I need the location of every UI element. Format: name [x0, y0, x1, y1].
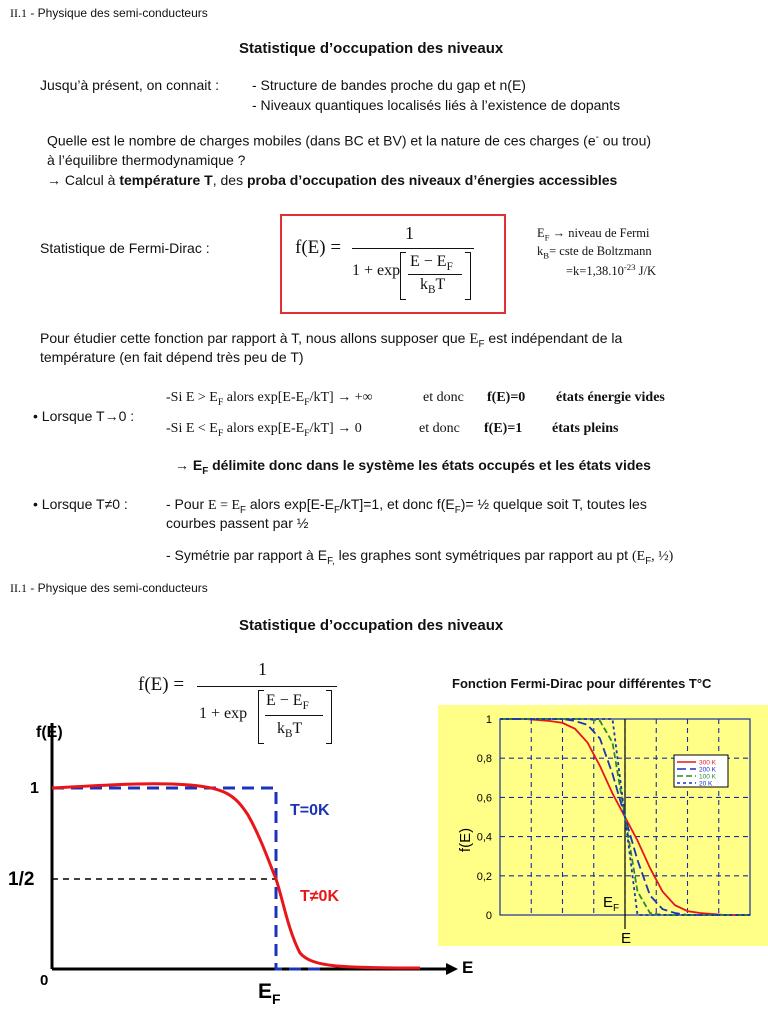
page-header: [10, 6, 208, 21]
intro-item-2: - Niveaux quantiques localisés liés à l’existence de dopants: [252, 97, 621, 113]
section-number: II.1: [10, 6, 27, 20]
question-line-2: à l’équilibre thermodynamique ?: [47, 152, 246, 168]
section-label: - Physique des semi-conducteurs: [30, 6, 208, 20]
delimite-line: → $E_F$ délimite donc dans le système les états occupés et les états vides: [175, 457, 651, 477]
t0-row-1: -Si $E > E_F$ alors $\exp[E-E_F/kT]$ → +∞: [166, 390, 373, 408]
study-line-2: température (en fait dépend très peu de T): [40, 349, 304, 365]
section-label-2: - Physique des semi-conducteurs: [30, 581, 208, 595]
page-2-title: Statistique d’occupation des niveaux: [239, 617, 504, 634]
sketch-t0-label: T=0K: [290, 802, 330, 819]
sketch-tn0-label: T≠0K: [300, 888, 340, 905]
legend-boltzmann: $k_B=$ cste de Boltzmann: [537, 244, 652, 261]
formula-fraction-bar: [352, 248, 474, 249]
fermi-dirac-sketch: [0, 715, 474, 1024]
chart-y-tick-label: 0,4: [476, 831, 492, 844]
chart-legend-label: 300 K: [699, 759, 716, 767]
chart-y-label: f(E): [457, 827, 474, 853]
t0-row-2-result: f(E)=1: [484, 421, 523, 436]
sketch-tick-1: 1: [30, 780, 39, 797]
chart-x-label: E: [620, 930, 632, 947]
formula-left-bracket: [400, 252, 406, 300]
chart-y-tick-label: 1: [485, 714, 492, 726]
fermi-dirac-chart: [438, 705, 768, 946]
formula-inner-fraction-bar: [408, 274, 462, 275]
tn0-label: • Lorsque T≠0 :: [33, 496, 128, 512]
formula2-numerator: 1: [258, 659, 267, 679]
sketch-tick-half: 1/2: [8, 869, 35, 890]
formula2-fraction-bar: [197, 686, 337, 687]
chart-legend-label: 200 K: [699, 766, 716, 774]
sketch-x-axis-arrow: [446, 963, 458, 975]
tn0-line-2: courbes passent par ½: [166, 515, 309, 531]
intro-item-1: - Structure de bandes proche du gap et n(E): [252, 77, 526, 93]
intro-label: Jusqu’à présent, on connait :: [40, 77, 220, 93]
page-title: Statistique d’occupation des niveaux: [239, 40, 504, 57]
formula2-inner-numerator: $E - E_F$: [266, 692, 309, 713]
symmetry-line: - Symétrie par rapport à $E_{F,}$ les graphes sont symétriques par rapport au pt ($E_F$, ½): [166, 547, 674, 567]
t0-label: • Lorsque T→0 :: [33, 408, 135, 424]
calc-line: → Calcul à température T, des proba d’occupation des niveaux d’énergies accessibles: [47, 172, 618, 188]
chart-legend-label: 20 K: [699, 780, 713, 788]
chart-y-tick-label: 0: [485, 910, 492, 922]
t0-row-1-states: états énergie vides: [556, 390, 665, 405]
tn0-line-1: - Pour $E = E_F$ alors $\exp[E-E_F/kT]=1$, et donc $f(E_F)=$ ½ quelque soit T, toutes les: [166, 496, 647, 516]
sketch-tick-0: 0: [40, 972, 49, 989]
formula2-denominator-exp: 1 + exp: [199, 705, 248, 722]
chart-legend-label: 100 K: [699, 773, 716, 781]
t0-row-1-donc: et donc: [423, 390, 464, 405]
chart-y-tick-label: 0,6: [476, 792, 492, 805]
formula2-lhs: f(E) =: [138, 674, 185, 695]
chart-y-tick-label: 0,2: [476, 870, 492, 883]
formula-right-bracket: [465, 252, 471, 300]
section-number-2: II.1: [10, 581, 27, 595]
formula-lhs: f(E) =: [295, 237, 342, 258]
t0-row-1-result: f(E)=0: [487, 390, 526, 405]
t0-row-2: -Si $E < E_F$ alors $\exp[E-E_F/kT] \to 0$: [166, 421, 362, 439]
legend-fermi-level: $E_F$ → niveau de Fermi: [537, 226, 650, 243]
fermi-dirac-label: Statistique de Fermi-Dirac :: [40, 240, 210, 256]
chart-y-tick-label: 0,8: [476, 753, 492, 766]
formula-inner-numerator: $E - E_F$: [410, 253, 453, 274]
formula-inner-denominator: $k_BT$: [420, 276, 446, 297]
sketch-tn0-curve: [52, 784, 420, 968]
t0-row-2-states: états pleins: [552, 421, 619, 436]
formula-numerator: 1: [405, 223, 414, 243]
plot-title: Fonction Fermi-Dirac pour différentes T°C: [452, 676, 712, 691]
sketch-ef-label: $E_F$: [258, 980, 281, 1007]
sketch-x-label: E: [462, 958, 474, 977]
sketch-y-label: f(E): [36, 724, 63, 741]
study-line-1: Pour étudier cette fonction par rapport à T, nous allons supposer que $E_F$ est indépendant de la: [40, 330, 623, 350]
page-2-header: [10, 581, 208, 596]
t0-row-2-donc: et donc: [419, 421, 460, 436]
formula2-inner-denominator: $k_BT$: [277, 720, 303, 741]
legend-boltzmann-value: $=k=1,38.10^{-23}$ J/K: [566, 262, 657, 279]
chart-legend: [674, 755, 728, 788]
question-line-1: Quelle est le nombre de charges mobiles (dans BC et BV) et la nature de ces charges (e- ou trou): [47, 132, 652, 149]
formula-denominator-exp: 1 + exp: [352, 262, 401, 279]
chart-ef-annotation: $E_F$: [603, 894, 620, 914]
